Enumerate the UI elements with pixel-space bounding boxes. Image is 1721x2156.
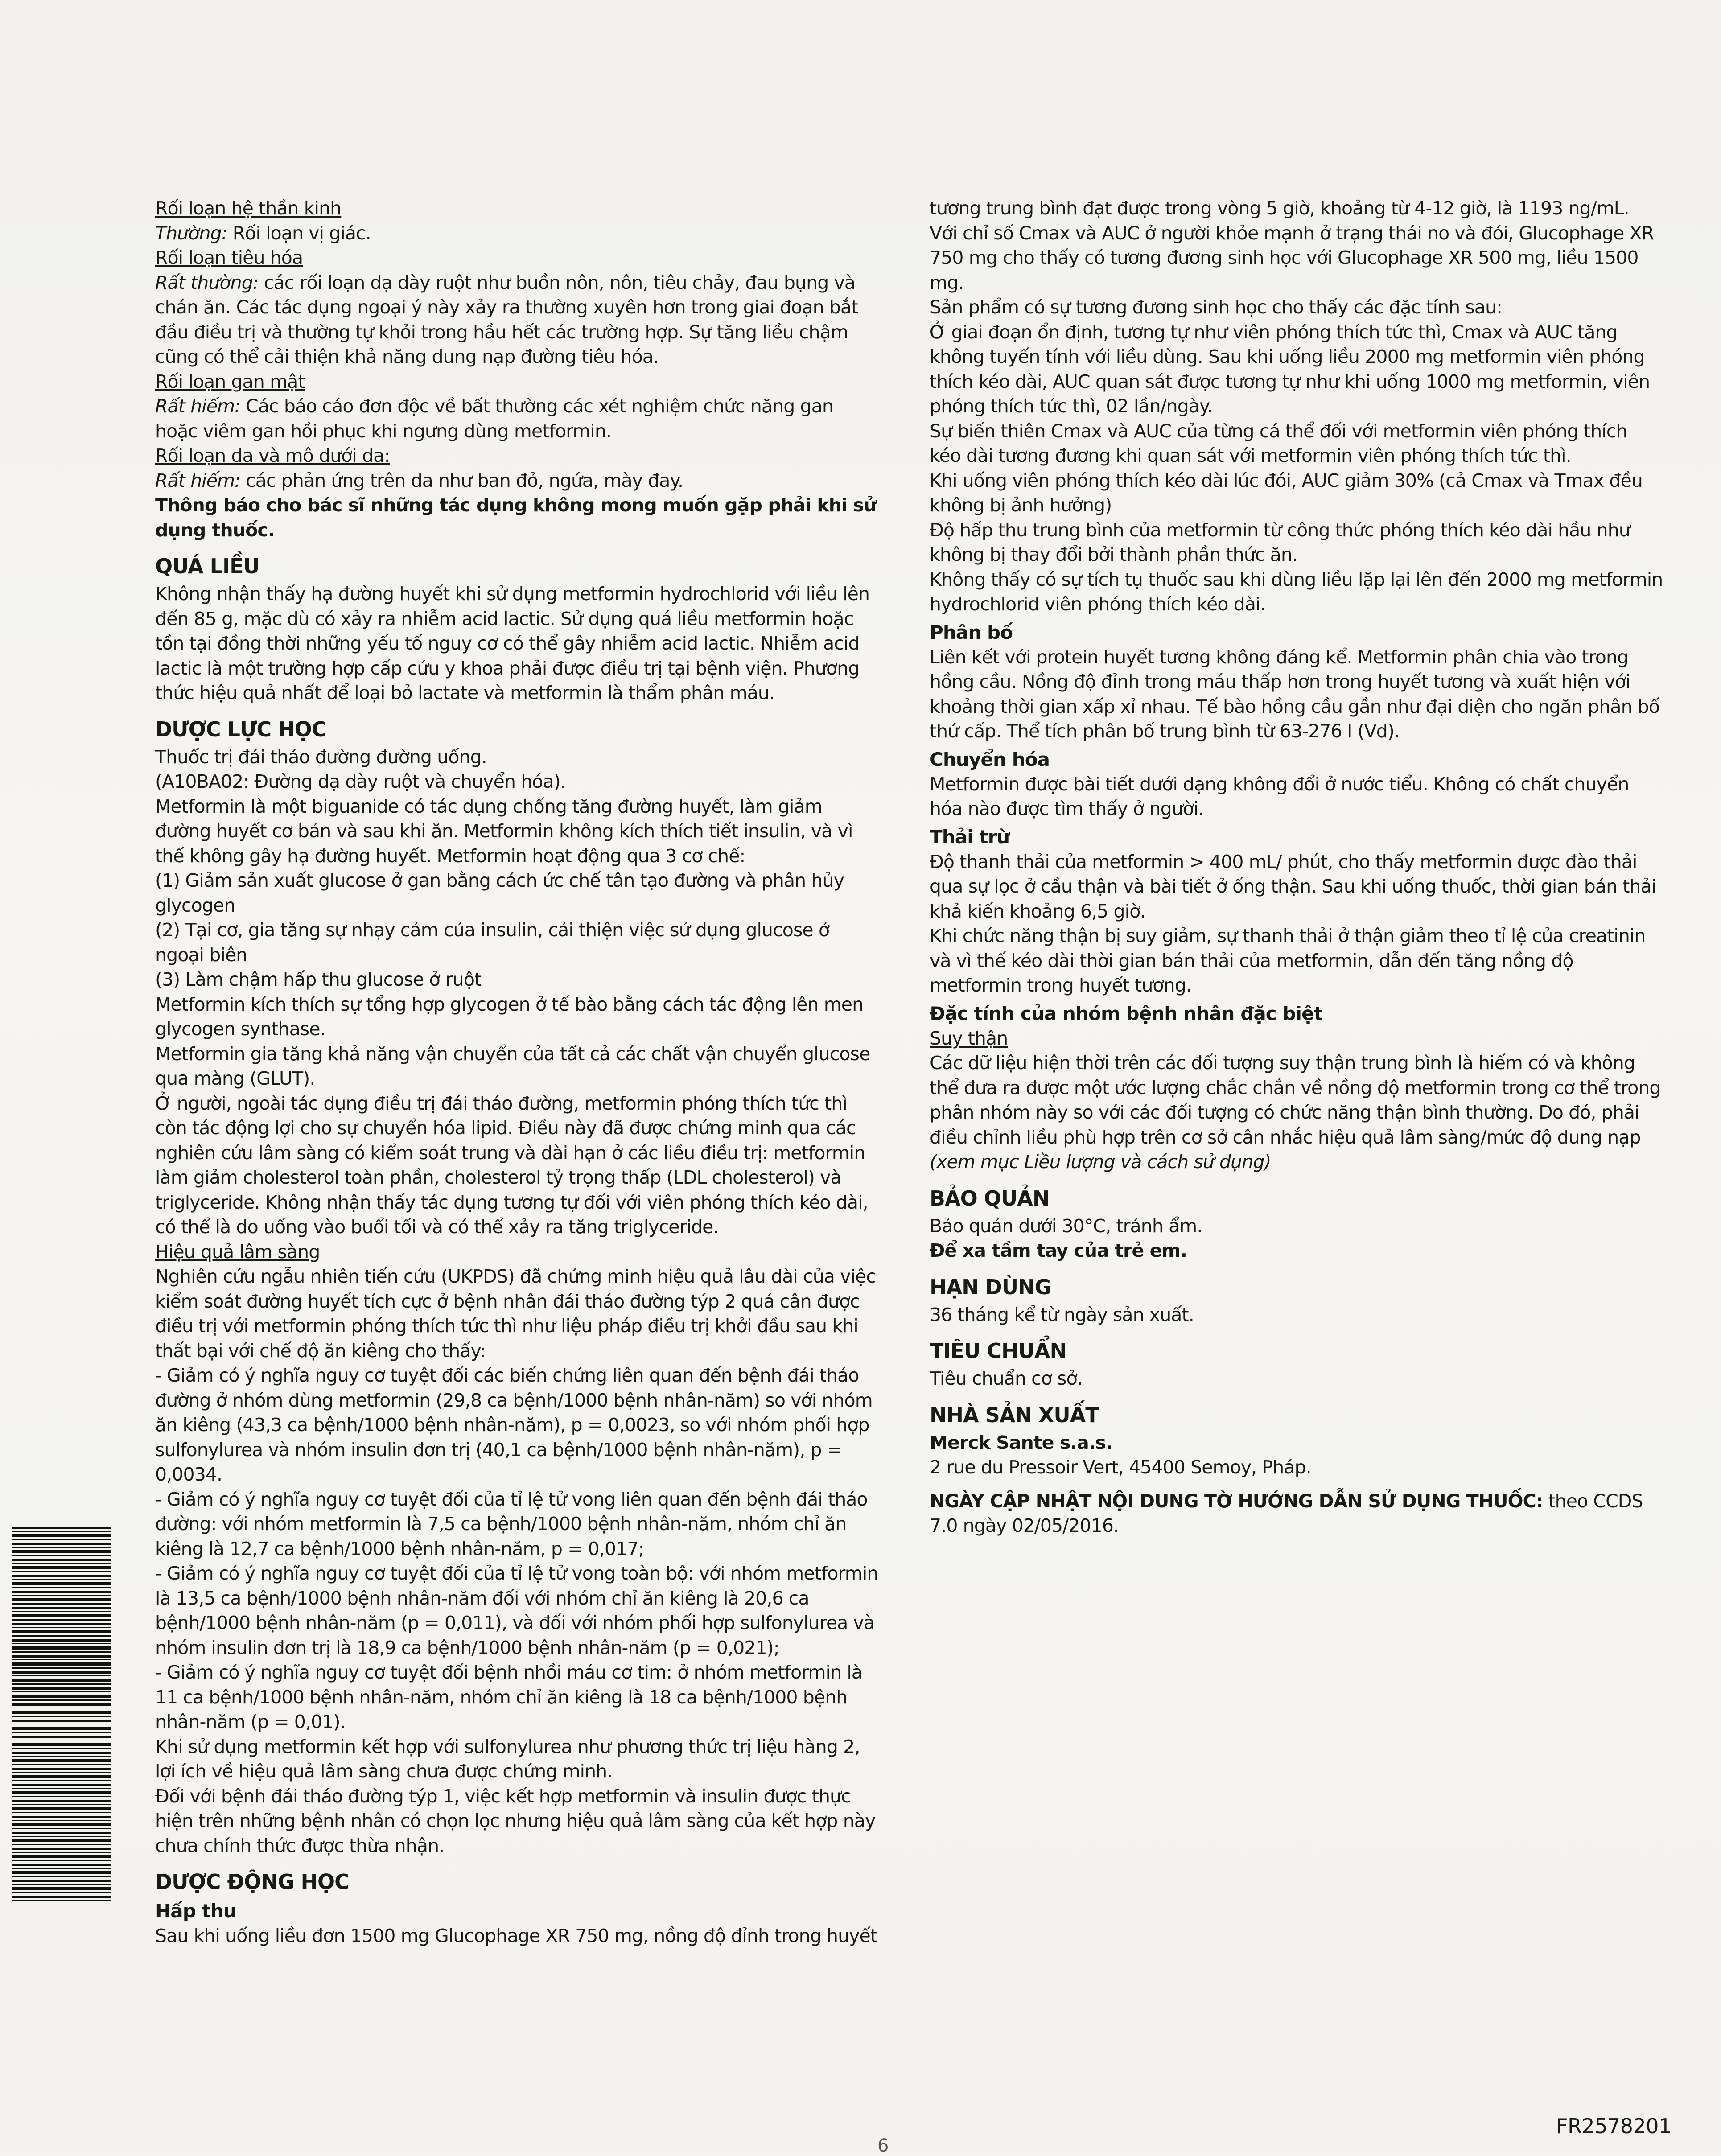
section-heading: TIÊU CHUẨN [930, 1339, 1066, 1363]
subsection-heading: Phân bố [930, 621, 1013, 643]
paragraph: 36 tháng kể từ ngày sản xuất. [930, 1304, 1194, 1325]
subsection-heading: Đặc tính của nhóm bệnh nhân đặc biệt [930, 1002, 1322, 1025]
paragraph: Sau khi uống liều đơn 1500 mg Glucophage XR 750 mg, nồng độ đỉnh trong huyết [155, 1925, 877, 1946]
subheading-underlined: Rối loạn da và mô dưới da: [155, 445, 390, 466]
bold-paragraph: Merck Sante s.a.s. [930, 1432, 1112, 1453]
spacer [930, 1480, 1663, 1489]
cross-reference: (xem mục Liều lượng và cách sử dụng) [930, 1151, 1271, 1173]
subsection-heading: Thải trừ [930, 826, 1010, 848]
frequency-label: Rất hiếm: [155, 469, 240, 491]
section-heading: QUÁ LIỀU [155, 554, 259, 578]
paragraph: Độ thanh thải của metformin > 400 mL/ phút, cho thấy metformin được đào thải qua sự lọc ở cầu thận và bài tiết ở ống thận. Sau khi uống thuốc, thời gian bán thải khả kiến khoảng 6,5 giờ. [930, 851, 1656, 922]
paragraph-text: Rối loạn vị giác. [227, 222, 371, 244]
paragraph: Sản phẩm có sự tương đương sinh học cho thấy các đặc tính sau: [930, 296, 1503, 318]
left-column [155, 196, 880, 1949]
paragraph: Metformin gia tăng khả năng vận chuyển của tất cả các chất vận chuyển glucose qua màng (GLUT). [155, 1043, 870, 1089]
paragraph: Thuốc trị đái tháo đường đường uống. [155, 746, 487, 768]
subsection-heading: Chuyển hóa [930, 748, 1050, 770]
paragraph: Không nhận thấy hạ đường huyết khi sử dụng metformin hydrochlorid với liều lên đến 85 g, mặc dù có xảy ra nhiễm acid lactic. Sử dụng quá liều metformin hoặc tồn tại đồng thời những yếu tố nguy cơ có thể gây nhiễm acid lactic. Nhiễm acid lactic là một trường hợp cấp cứu y khoa phải được điều trị tại bệnh viện. Phương thức hiệu quả nhất để loại bỏ lactate và metformin là thẩm phân máu. [155, 583, 870, 704]
paragraph: Đối với bệnh đái tháo đường týp 1, việc kết hợp metformin và insulin được thực hiện trên những bệnh nhân có chọn lọc nhưng hiệu quả lâm sàng của kết hợp này chưa chính thức được thừa nhận. [155, 1785, 876, 1856]
section-heading: BẢO QUẢN [930, 1186, 1050, 1210]
paragraph: Khi sử dụng metformin kết hợp với sulfonylurea như phương thức trị liệu hàng 2, lợi ích về hiệu quả lâm sàng chưa được chứng minh. [155, 1736, 860, 1782]
paragraph: (1) Giảm sản xuất glucose ở gan bằng cách ức chế tân tạo đường và phân hủy glycogen [155, 870, 844, 916]
paragraph: Liên kết với protein huyết tương không đáng kể. Metformin phân chia vào trong hồng cầu. Nồng độ đỉnh trong máu thấp hơn trong huyết tương và xuất hiện với khoảng thời gian xấp xỉ nhau. Tế bào hồng cầu gần như đại diện cho ngăn phân bố thứ cấp. Thể tích phân bố trung bình từ 63-276 l (Vd). [930, 646, 1660, 742]
update-date-paragraph [930, 1489, 1663, 1539]
subheading-underlined: Rối loạn tiêu hóa [155, 247, 303, 268]
bold-paragraph: Để xa tầm tay của trẻ em. [930, 1240, 1187, 1261]
subheading-underlined: Suy thận [930, 1027, 1008, 1049]
labeled-paragraph [155, 271, 880, 370]
paragraph: Với chỉ số Cmax và AUC ở người khỏe mạnh ở trạng thái no và đói, Glucophage XR 750 mg cho thấy có tương đương sinh học với Glucophage XR 500 mg, liều 1500 mg. [930, 222, 1654, 293]
paragraph: Metformin kích thích sự tổng hợp glycogen ở tế bào bằng cách tác động lên men glycogen synthase. [155, 993, 864, 1040]
paragraph: Nghiên cứu ngẫu nhiên tiến cứu (UKPDS) đã chứng minh hiệu quả lâu dài của việc kiểm soát đường huyết tích cực ở bệnh nhân đái tháo đường týp 2 quá cân được điều trị với metformin phóng thích tức thì như liệu pháp điều trị khởi đầu sau khi thất bại với chế độ ăn kiêng cho thấy: [155, 1266, 876, 1362]
paragraph: - Giảm có ý nghĩa nguy cơ tuyệt đối các biến chứng liên quan đến bệnh đái tháo đường ở nhóm dùng metformin (29,8 ca bệnh/1000 bệnh nhân-năm) so với nhóm ăn kiêng (43,3 ca bệnh/1000 bệnh nhân-năm), p = 0,0023, so với nhóm phối hợp sulfonylurea và nhóm insulin đơn trị (40,1 ca bệnh/1000 bệnh nhân-năm), p = 0,0034. [155, 1365, 873, 1485]
document-code: FR2578201 [1556, 2114, 1672, 2138]
paragraph: tương trung bình đạt được trong vòng 5 giờ, khoảng từ 4-12 giờ, là 1193 ng/mL. [930, 197, 1629, 219]
paragraph-text: Các báo cáo đơn độc về bất thường các xét nghiệm chức năng gan hoặc viêm gan hồi phục khi ngưng dùng metformin. [155, 395, 833, 442]
section-heading: HẠN DÙNG [930, 1275, 1051, 1299]
paragraph: Metformin là một biguanide có tác dụng chống tăng đường huyết, làm giảm đường huyết cơ bản và sau khi ăn. Metformin không kích thích tiết insulin, và vì thế không gây hạ đường huyết. Metformin hoạt động qua 3 cơ chế: [155, 795, 853, 867]
section-heading: NHÀ SẢN XUẤT [930, 1403, 1099, 1427]
paragraph-text: các rối loạn dạ dày ruột như buồn nôn, nôn, tiêu chảy, đau bụng và chán ăn. Các tác dụng ngoại ý này xảy ra thường xuyên hơn trong giai đoạn bắt đầu điều trị và thường tự khỏi trong hầu hết các trường hợp. Sự tăng liều chậm cũng có thể cải thiện khả năng dung nạp đường tiêu hóa. [155, 272, 858, 367]
subsection-heading: Hấp thu [155, 1900, 236, 1922]
subheading-underlined: Hiệu quả lâm sàng [155, 1241, 320, 1263]
section-heading: DƯỢC LỰC HỌC [155, 717, 326, 741]
paragraph: Khi chức năng thận bị suy giảm, sự thanh thải ở thận giảm theo tỉ lệ của creatinin và vì thế kéo dài thời gian bán thải của metformin, dẫn đến tăng nồng độ metformin trong huyết tương. [930, 925, 1646, 996]
update-text: theo CCDS 7.0 ngày 02/05/2016. [930, 1490, 1643, 1536]
frequency-label: Rất thường: [155, 272, 259, 293]
paragraph: Độ hấp thu trung bình của metformin từ công thức phóng thích kéo dài hầu như không bị thay đổi bởi thành phần thức ăn. [930, 519, 1630, 565]
paragraph-text: Các dữ liệu hiện thời trên các đối tượng suy thận trung bình là hiếm có và không thể đưa ra được một ước lượng chắc chắn về nồng độ metformin trong cơ thể trong phân nhóm này so với các đối tượng có chức năng thận bình thường. Do đó, phải điều chỉnh liều phù hợp trên cơ sở cân nhắc hiệu quả lâm sàng/mức độ dung nạp [930, 1052, 1661, 1148]
paragraph: (A10BA02: Đường dạ dày ruột và chuyển hóa). [155, 771, 566, 792]
paragraph: Khi uống viên phóng thích kéo dài lúc đói, AUC giảm 30% (cả Cmax và Tmax đều không bị ảnh hưởng) [930, 469, 1643, 516]
section-heading: DƯỢC ĐỘNG HỌC [155, 1870, 349, 1894]
update-label: NGÀY CẬP NHẬT NỘI DUNG TỜ HƯỚNG DẪN SỬ DỤNG THUỐC: [930, 1490, 1543, 1512]
subheading-underlined: Rối loạn gan mật [155, 370, 305, 392]
paragraph: Bảo quản dưới 30°C, tránh ẩm. [930, 1215, 1202, 1237]
paragraph: Tiêu chuẩn cơ sở. [930, 1368, 1083, 1389]
frequency-label: Thường: [155, 222, 227, 244]
labeled-paragraph [155, 469, 880, 494]
paragraph: - Giảm có ý nghĩa nguy cơ tuyệt đối bệnh nhồi máu cơ tim: ở nhóm metformin là 11 ca bệnh/1000 bệnh nhân-năm, nhóm chỉ ăn kiêng là 18 ca bệnh/1000 bệnh nhân-năm (p = 0,01). [155, 1662, 863, 1732]
subheading-underlined: Rối loạn hệ thần kinh [155, 197, 342, 219]
paragraph: Metformin được bài tiết dưới dạng không đổi ở nước tiểu. Không có chất chuyển hóa nào được tìm thấy ở người. [930, 773, 1629, 819]
paragraph-text: các phản ứng trên da như ban đỏ, ngứa, mày đay. [240, 469, 683, 491]
paragraph: Sự biến thiên Cmax và AUC của từng cá thể đối với metformin viên phóng thích kéo dài tương đương khi quan sát với metformin viên phóng thích tức thì. [930, 420, 1627, 466]
paragraph: Không thấy có sự tích tụ thuốc sau khi dùng liều lặp lại lên đến 2000 mg metformin hydrochlorid viên phóng thích kéo dài. [930, 568, 1663, 615]
paragraph: Ở giai đoạn ổn định, tương tự như viên phóng thích tức thì, Cmax và AUC tăng không tuyến tính với liều dùng. Sau khi uống liều 2000 mg metformin viên phóng thích kéo dài, AUC quan sát được tương tự như khi uống 1000 mg metformin, viên phóng thích tức thì, 02 lần/ngày. [930, 321, 1650, 417]
paragraph: Ở người, ngoài tác dụng điều trị đái tháo đường, metformin phóng thích tức thì còn tác động lợi cho sự chuyển hóa lipid. Điều này đã được chứng minh qua các nghiên cứu lâm sàng có kiểm soát trung và dài hạn ở các liều điều trị: metformin làm giảm cholesterol toàn phần, cholesterol tỷ trọng thấp (LDL cholesterol) và triglyceride. Không nhận thấy tác dụng tương tự đối với viên phóng thích kéo dài, có thể là do uống vào buổi tối và có thể xảy ra tăng triglyceride. [155, 1092, 868, 1238]
paragraph: - Giảm có ý nghĩa nguy cơ tuyệt đối của tỉ lệ tử vong liên quan đến bệnh đái tháo đường: với nhóm metformin là 7,5 ca bệnh/1000 bệnh nhân-năm, nhóm chỉ ăn kiêng là 12,7 ca bệnh/1000 bệnh nhân-năm, p = 0,017; [155, 1488, 868, 1559]
labeled-paragraph [155, 221, 880, 246]
bold-paragraph: Thông báo cho bác sĩ những tác dụng không mong muốn gặp phải khi sử dụng thuốc. [155, 494, 877, 541]
paragraph [930, 1051, 1663, 1175]
frequency-label: Rất hiếm: [155, 395, 240, 417]
barcode-image [12, 1527, 111, 1901]
paragraph: (3) Làm chậm hấp thu glucose ở ruột [155, 969, 482, 990]
right-column [930, 196, 1663, 1539]
paragraph: - Giảm có ý nghĩa nguy cơ tuyệt đối của tỉ lệ tử vong toàn bộ: với nhóm metformin là 13,5 ca bệnh/1000 bệnh nhân-năm đối với nhóm chỉ ăn kiêng là 20,6 ca bệnh/1000 bệnh nhân-năm (p = 0,011), và đối với nhóm phối hợp sulfonylurea và nhóm insulin đơn trị là 18,9 ca bệnh/1000 bệnh nhân-năm (p = 0,021); [155, 1563, 878, 1658]
labeled-paragraph [155, 394, 880, 444]
paragraph: (2) Tại cơ, gia tăng sự nhạy cảm của insulin, cải thiện việc sử dụng glucose ở ngoại biên [155, 919, 830, 966]
page-number: 6 [877, 2135, 889, 2156]
paragraph: 2 rue du Pressoir Vert, 45400 Semoy, Pháp. [930, 1457, 1311, 1478]
